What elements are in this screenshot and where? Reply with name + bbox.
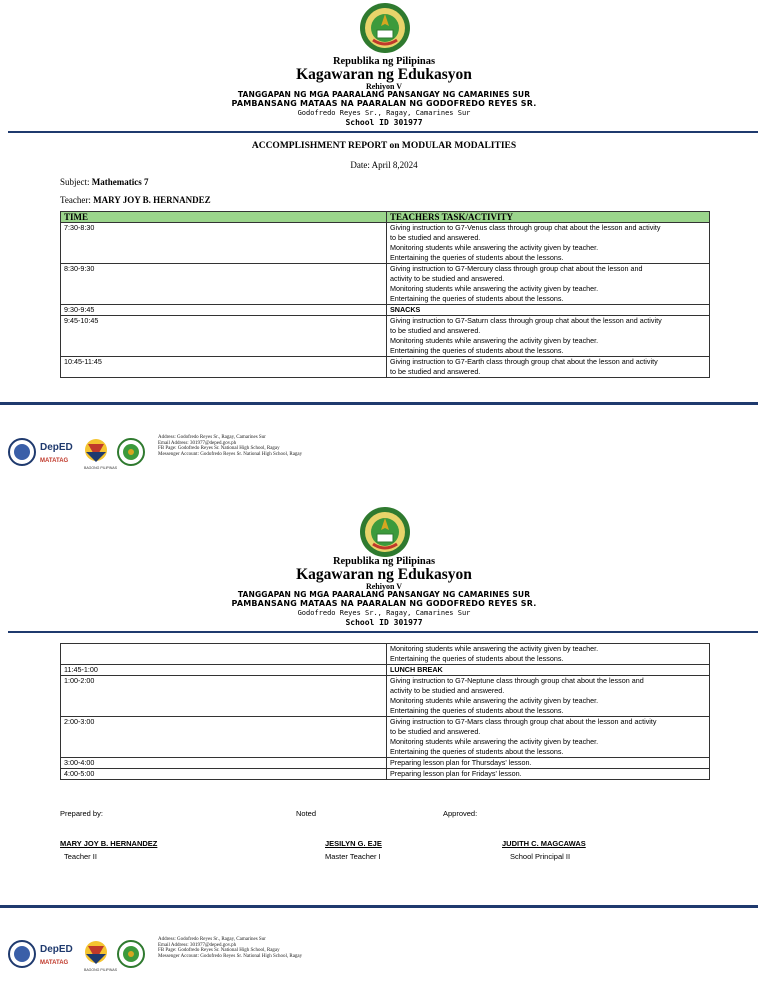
task-line: Giving instruction to G7-Saturn class through group chat about the lesson and activity <box>390 316 662 325</box>
school-name: PAMBANSANG MATAAS NA PAARALAN NG GODOFREDO REYES SR. <box>231 99 537 108</box>
table-row <box>61 758 710 769</box>
footer-rule <box>0 402 758 405</box>
footer-address: Address: Godofredo Reyes Sr., Ragay, Camarines Sur <box>158 435 266 440</box>
teacher-value: MARY JOY B. HERNANDEZ <box>93 195 211 205</box>
school-address: Godofredo Reyes Sr., Ragay, Camarines Sur <box>297 609 471 617</box>
task-line: Giving instruction to G7-Venus class through group chat about the lesson and activity <box>390 223 661 232</box>
task-column-header: TEACHERS TASK/ACTIVITY <box>387 212 710 223</box>
svg-text:DepED: DepED <box>40 442 73 453</box>
table-row <box>61 717 710 758</box>
footer-rule <box>0 905 758 908</box>
republic-label: Republika ng Pilipinas <box>332 556 436 567</box>
time-cell: 11:45-1:00 <box>61 665 387 676</box>
svg-text:MATATAG: MATATAG <box>40 458 69 464</box>
time-cell: 3:00-4:00 <box>61 758 387 769</box>
svg-text:BAGONG PILIPINAS: BAGONG PILIPINAS <box>84 466 118 470</box>
footer-email: Email Address: 301977@deped.gov.ph <box>158 942 237 948</box>
table-header-row <box>61 212 710 223</box>
noted-label: Noted <box>296 809 317 818</box>
task-line: Entertaining the queries of students about the lessons. <box>390 654 564 663</box>
region-label: Rehiyon V <box>365 82 403 91</box>
footer-messenger: Messenger Account: Godofredo Reyes Sr. National High School, Ragay <box>158 451 303 457</box>
task-line: Giving instruction to G7-Mercury class through group chat about the lesson and <box>390 264 643 273</box>
deped-matatag-logo <box>40 944 73 966</box>
task-line: activity to be studied and answered. <box>390 686 505 695</box>
division-office: TANGGAPAN NG MGA PAARALANG PANSANGAY NG CAMARINES SUR <box>237 590 531 599</box>
task-line: Monitoring students while answering the activity given by teacher. <box>390 696 599 705</box>
approved-name: JUDITH C. MAGCAWAS <box>502 839 586 848</box>
task-line: to be studied and answered. <box>390 326 481 335</box>
time-cell: 9:45-10:45 <box>61 316 387 357</box>
department-name: Kagawaran ng Edukasyon <box>296 566 472 583</box>
task-cell <box>387 316 710 357</box>
footer-contact <box>158 937 302 959</box>
task-cell <box>387 264 710 305</box>
table-row <box>61 305 710 316</box>
time-cell <box>61 644 387 665</box>
task-line: SNACKS <box>390 305 421 314</box>
report-title: ACCOMPLISHMENT REPORT on MODULAR MODALITIES <box>251 141 517 151</box>
schedule-body-page-2 <box>61 644 710 780</box>
footer-logos <box>8 432 148 472</box>
time-cell: 9:30-9:45 <box>61 305 387 316</box>
footer-email: Email Address: 301977@deped.gov.ph <box>158 440 237 446</box>
school-address: Godofredo Reyes Sr., Ragay, Camarines Sur <box>297 109 471 117</box>
task-cell <box>387 676 710 717</box>
report-date: Date: April 8,2024 <box>350 160 418 170</box>
footer-address: Address: Godofredo Reyes Sr., Ragay, Camarines Sur <box>158 937 266 942</box>
task-cell <box>387 758 710 769</box>
task-line: Entertaining the queries of students about the lessons. <box>390 294 564 303</box>
task-line: Entertaining the queries of students about the lessons. <box>390 253 564 262</box>
table-row <box>61 316 710 357</box>
department-name: Kagawaran ng Edukasyon <box>296 66 472 83</box>
task-line: Monitoring students while answering the activity given by teacher. <box>390 284 599 293</box>
time-cell: 2:00-3:00 <box>61 717 387 758</box>
teacher-label: Teacher: <box>60 195 94 205</box>
task-line: Preparing lesson plan for Thursdays' lesson. <box>390 758 532 767</box>
header-rule <box>8 631 758 633</box>
division-office: TANGGAPAN NG MGA PAARALANG PANSANGAY NG CAMARINES SUR <box>237 90 531 99</box>
prepared-name: MARY JOY B. HERNANDEZ <box>60 839 158 848</box>
subject-line <box>60 177 148 187</box>
page-1 <box>0 0 768 500</box>
bagong-pilipinas-icon <box>84 941 118 972</box>
school-footer-seal-icon <box>118 941 144 967</box>
task-line: Entertaining the queries of students about the lessons. <box>390 706 564 715</box>
footer-logos <box>8 934 148 974</box>
task-line: activity to be studied and answered. <box>390 274 505 283</box>
school-id: School ID 301977 <box>345 118 423 127</box>
prepared-by-label: Prepared by: <box>60 809 103 818</box>
task-cell <box>387 717 710 758</box>
table-row <box>61 357 710 378</box>
task-line: LUNCH BREAK <box>390 665 443 674</box>
deped-matatag-logo <box>40 442 73 464</box>
region-label: Rehiyon V <box>365 582 403 591</box>
school-seal-icon <box>359 506 411 558</box>
teacher-line <box>60 195 211 205</box>
footer-fb: FB Page: Godofredo Reyes Sr. National High School, Ragay <box>158 948 280 954</box>
task-line: Monitoring students while answering the activity given by teacher. <box>390 737 599 746</box>
deped-seal-icon <box>9 439 35 465</box>
time-cell: 4:00-5:00 <box>61 769 387 780</box>
task-cell <box>387 223 710 264</box>
time-cell: 7:30-8:30 <box>61 223 387 264</box>
school-name: PAMBANSANG MATAAS NA PAARALAN NG GODOFREDO REYES SR. <box>231 599 537 608</box>
svg-text:BAGONG PILIPINAS: BAGONG PILIPINAS <box>84 968 118 972</box>
table-row <box>61 665 710 676</box>
task-line: to be studied and answered. <box>390 727 481 736</box>
task-line: to be studied and answered. <box>390 367 481 376</box>
footer-fb: FB Page: Godofredo Reyes Sr. National High School, Ragay <box>158 446 280 452</box>
bagong-pilipinas-icon <box>84 439 118 470</box>
time-cell: 10:45-11:45 <box>61 357 387 378</box>
header-rule <box>8 131 758 133</box>
task-line: Monitoring students while answering the activity given by teacher. <box>390 336 599 345</box>
table-row <box>61 264 710 305</box>
table-row <box>61 769 710 780</box>
republic-label: Republika ng Pilipinas <box>332 56 436 67</box>
school-footer-seal-icon <box>118 439 144 465</box>
task-line: Giving instruction to G7-Neptune class through group chat about the lesson and <box>390 676 644 685</box>
prepared-title: Teacher II <box>64 852 97 861</box>
table-row <box>61 676 710 717</box>
subject-label: Subject: <box>60 177 92 187</box>
deped-seal-icon <box>9 941 35 967</box>
task-cell <box>387 644 710 665</box>
svg-text:DepED: DepED <box>40 944 73 955</box>
time-column-header: TIME <box>61 212 387 223</box>
noted-name: JESILYN G. EJE <box>325 839 382 848</box>
schedule-body-page-1 <box>61 223 710 378</box>
task-line: Entertaining the queries of students about the lessons. <box>390 346 564 355</box>
task-cell <box>387 305 710 316</box>
approved-title: School Principal II <box>510 852 571 861</box>
schedule-table-page-1 <box>60 211 710 378</box>
approved-label: Approved: <box>443 809 478 818</box>
task-line: Entertaining the queries of students about the lessons. <box>390 747 564 756</box>
table-row <box>61 223 710 264</box>
time-cell: 1:00-2:00 <box>61 676 387 717</box>
schedule-table-page-2 <box>60 643 710 780</box>
task-cell <box>387 665 710 676</box>
task-line: Monitoring students while answering the activity given by teacher. <box>390 644 599 653</box>
task-line: Giving instruction to G7-Mars class through group chat about the lesson and activity <box>390 717 657 726</box>
footer-messenger: Messenger Account: Godofredo Reyes Sr. National High School, Ragay <box>158 953 303 959</box>
task-cell <box>387 357 710 378</box>
task-line: to be studied and answered. <box>390 233 481 242</box>
svg-text:MATATAG: MATATAG <box>40 960 69 966</box>
time-cell: 8:30-9:30 <box>61 264 387 305</box>
school-seal-icon <box>359 2 411 54</box>
task-line: Giving instruction to G7-Earth class through group chat about the lesson and activity <box>390 357 658 366</box>
task-line: Monitoring students while answering the activity given by teacher. <box>390 243 599 252</box>
subject-value: Mathematics 7 <box>91 177 149 187</box>
footer-contact <box>158 435 302 457</box>
page-2 <box>0 500 768 1006</box>
school-id: School ID 301977 <box>345 618 423 627</box>
noted-title: Master Teacher I <box>325 852 381 861</box>
task-line: Preparing lesson plan for Fridays' lesson. <box>390 769 522 778</box>
task-cell <box>387 769 710 780</box>
table-row <box>61 644 710 665</box>
